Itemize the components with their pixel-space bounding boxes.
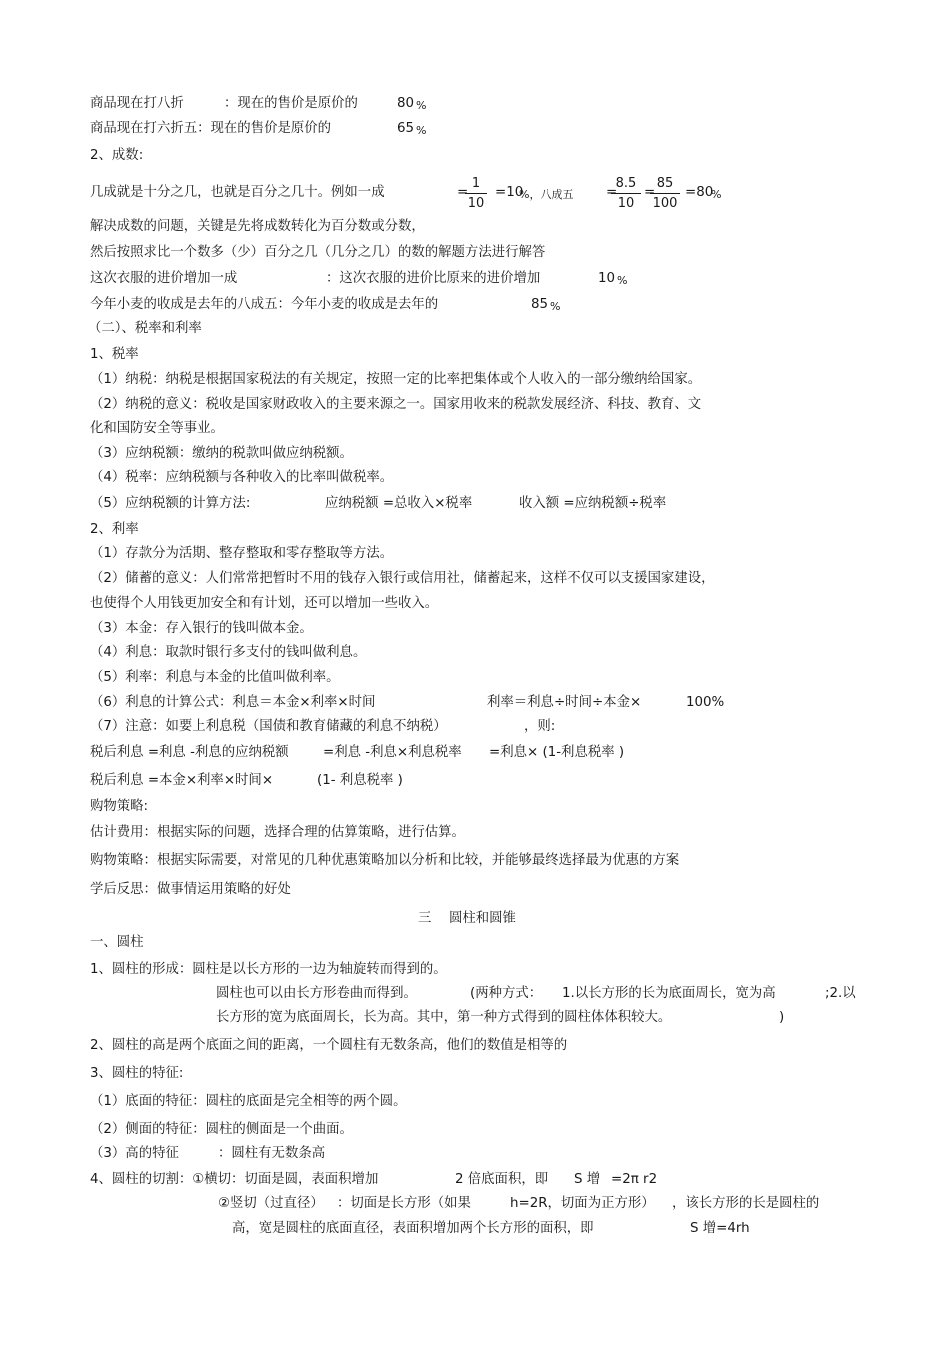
fraction-denominator: 10 [467, 196, 485, 211]
text-line: 商品现在打八折 [90, 96, 184, 111]
text-line: （2）侧面的特征：圆柱的侧面是一个曲面。 [90, 1122, 353, 1137]
text-line: 购物策略：根据实际需要，对常见的几种优惠策略加以分析和比较，并能够最终选择最为优惠的方案 [90, 853, 680, 868]
text-line: ：这次衣服的进价比原来的进价增加 [326, 271, 541, 286]
section-heading: 2、利率 [90, 522, 139, 537]
text-line: 1、圆柱的形成：圆柱是以长方形的一边为轴旋转而得到的。 [90, 962, 447, 977]
formula: 税后利息 =本金×利率×时间× [90, 773, 274, 788]
text-line: （3）应纳税额：缴纳的税款叫做应纳税额。 [90, 446, 353, 461]
text-line: ;2.以 [825, 986, 856, 1001]
text-line: （4）利息：取款时银行多支付的钱叫做利息。 [90, 645, 367, 660]
text-line: 高，宽是圆柱的底面直径，表面积增加两个长方形的面积，即 [232, 1221, 594, 1236]
text-line: （5）应纳税额的计算方法: [90, 496, 251, 511]
text-line: = [457, 185, 469, 200]
text-line: 学后反思：做事情运用策略的好处 [90, 882, 291, 897]
text-line: ) [779, 1010, 785, 1025]
text-line: （7）注意：如要上利息税（国债和教育储藏的利息不纳税） [90, 719, 447, 734]
section-heading: 1、税率 [90, 347, 139, 362]
text-line: 化和国防安全等事业。 [90, 421, 224, 436]
text-line: （1）纳税：纳税是根据国家税法的有关规定，按照一定的比率把集体或个人收入的一部分缴纳给国家。 [90, 372, 702, 387]
text-line: ，该长方形的长是圆柱的 [672, 1196, 820, 1211]
section-heading: 2、成数: [90, 148, 144, 163]
text-line: %，八成五 [519, 188, 574, 201]
text-line: (两种方式： [470, 986, 543, 1001]
text-line: ：现在的售价是原价的 [224, 96, 358, 111]
text-line: = [606, 185, 618, 200]
text-line: % [550, 300, 561, 313]
text-line: 这次衣服的进价增加一成 [90, 271, 238, 286]
formula: 收入额 =应纳税额÷税率 [519, 496, 667, 511]
fraction-eighty-five [650, 176, 680, 212]
text-line: 估计费用：根据实际的问题，选择合理的估算策略，进行估算。 [90, 825, 465, 840]
chapter-title: 圆柱和圆锥 [449, 911, 516, 926]
text-line: 今年小麦的收成是去年的八成五：今年小麦的收成是去年的 [90, 297, 439, 312]
text-line: 1.以长方形的长为底面周长，宽为高 [562, 986, 776, 1001]
text-line: =10 [495, 185, 524, 200]
text-line: （1）存款分为活期、整存整取和零存整取等方法。 [90, 546, 394, 561]
formula: =2π r2 [611, 1172, 658, 1187]
section-heading: （二）、税率和利率 [88, 321, 202, 336]
section-heading: 3、圆柱的特征: [90, 1066, 184, 1081]
text-line: =80 [685, 185, 714, 200]
text-line: 长方形的宽为底面周长，长为高。其中，第一种方式得到的圆柱体体积较大。 [216, 1010, 672, 1025]
text-line: 10 [598, 271, 616, 286]
text-line: 商品现在打六折五：现在的售价是原价的 [90, 121, 332, 136]
text-line: ，则: [524, 719, 556, 734]
formula: (1- 利息税率 ) [317, 773, 403, 788]
text-line: （3）高的特征 [90, 1146, 179, 1161]
chapter-number: 三 [418, 911, 432, 926]
text-line: % [711, 188, 722, 201]
text-line: % [416, 124, 427, 137]
formula: S 增 [574, 1172, 601, 1187]
formula: 应纳税额 =总收入×税率 [325, 496, 473, 511]
formula: =利息× (1-利息税率 ) [489, 745, 625, 760]
fraction-eight-five [611, 176, 641, 212]
text-line: （6）利息的计算公式：利息＝本金×利率×时间 [90, 695, 376, 710]
text-line: 85 [531, 297, 549, 312]
text-line: （1）底面的特征：圆柱的底面是完全相等的两个圆。 [90, 1094, 407, 1109]
formula: 100% [686, 695, 725, 710]
fraction-one-tenth [465, 176, 487, 212]
fraction-denominator: 100 [652, 196, 678, 211]
text-line: （4）税率：应纳税额与各种收入的比率叫做税率。 [90, 470, 394, 485]
text-line: （2）纳税的意义：税收是国家财政收入的主要来源之一。国家用收来的税款发展经济、科技、教育、文 [90, 397, 702, 412]
formula: 税后利息 =利息 -利息的应纳税额 [90, 745, 289, 760]
text-line: （5）利率：利息与本金的比值叫做利率。 [90, 670, 340, 685]
fraction-numerator: 8.5 [611, 176, 641, 194]
text-line: 4、圆柱的切割：①横切：切面是圆，表面积增加 [90, 1172, 379, 1187]
formula: =利息 -利息×利息税率 [323, 745, 462, 760]
text-line: 2、圆柱的高是两个底面之间的距离，一个圆柱有无数条高，他们的数值是相等的 [90, 1038, 568, 1053]
formula: 利率＝利息÷时间÷本金× [487, 695, 642, 710]
text-line: 几成就是十分之几，也就是百分之几十。例如一成 [90, 185, 385, 200]
text-line: ：切面是长方形（如果 [337, 1196, 471, 1211]
text-line: 80 [397, 96, 415, 111]
text-line: % [617, 274, 628, 287]
text-line: % [416, 99, 427, 112]
fraction-numerator: 1 [465, 176, 487, 194]
text-line: ：圆柱有无数条高 [218, 1146, 326, 1161]
text-line: （2）储蓄的意义：人们常常把暂时不用的钱存入银行或信用社，储蓄起来，这样不仅可以支援国家建设， [90, 571, 715, 586]
section-heading: 一、圆柱 [90, 935, 144, 950]
text-line: （3）本金：存入银行的钱叫做本金。 [90, 621, 313, 636]
fraction-numerator: 85 [650, 176, 680, 194]
text-line: 圆柱也可以由长方形卷曲而得到。 [216, 986, 417, 1001]
formula: S 增=4rh [690, 1221, 750, 1236]
text-line: 然后按照求比一个数多（少）百分之几（几分之几）的数的解题方法进行解答 [90, 245, 546, 260]
section-heading: 购物策略: [90, 799, 149, 814]
fraction-denominator: 10 [617, 196, 635, 211]
text-line: 解决成数的问题，关键是先将成数转化为百分数或分数， [90, 219, 425, 234]
text-line: ②竖切（过直径） [218, 1196, 324, 1211]
text-line: 65 [397, 121, 415, 136]
text-line: h=2R，切面为正方形） [510, 1196, 655, 1211]
text-line: 2 倍底面积，即 [455, 1172, 549, 1187]
text-line: = [644, 185, 656, 200]
text-line: 也使得个人用钱更加安全和有计划，还可以增加一些收入。 [90, 596, 439, 611]
